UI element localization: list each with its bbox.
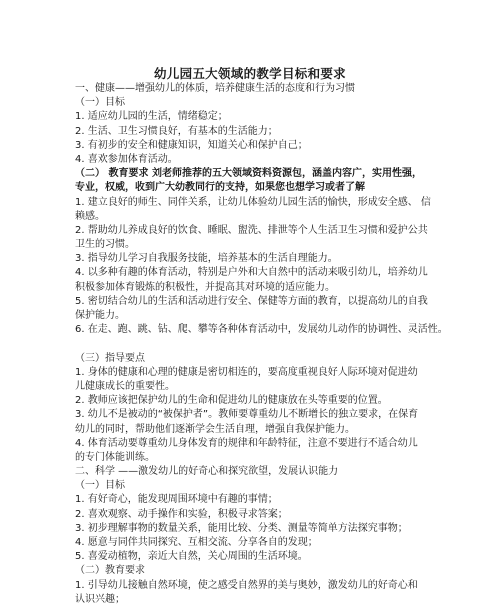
text-line: 的专门体能训练。 — [75, 451, 155, 463]
text-line: 4. 愿意与同伴共同探究、互相交流、分享各自的发现； — [75, 537, 318, 548]
text-line: 3. 指导幼儿学习自我服务技能，培养基本的生活自理能力。 — [75, 253, 338, 265]
text-line: 5. 喜爱动植物，亲近大自然，关心周围的生活环境。 — [75, 551, 308, 563]
text-line: 1. 有好奇心，能发现周围环境中有趣的事情； — [75, 494, 278, 506]
text-line: 保护能力。 — [75, 310, 125, 321]
text-line: 1. 适应幼儿园的生活，情绪稳定； — [75, 111, 228, 123]
text-line: 6. 在走、跑、跳、钻、爬、攀等各种体育活动中，发展幼儿动作的协调性、灵活性。 — [75, 324, 448, 336]
text-line: 4. 以多种有趣的体育活动，特别是户外和大自然中的活动来吸引幼儿，培养幼儿 — [75, 267, 428, 279]
text-line: 积极参加体育锻炼的积极性，并提高其对环境的适应能力。 — [75, 281, 335, 293]
text-line: 2. 教师应该把保护幼儿的生命和促进幼儿的健康放在头等重要的位置。 — [75, 395, 388, 407]
text-line: 2. 帮助幼儿养成良好的饮食、睡眠、盥洗、排泄等个人生活卫生习惯和爱护公共 — [75, 224, 428, 236]
text-line: 1. 引导幼儿接触自然环境，使之感受自然界的美与奥妙，激发幼儿的好奇心和 — [75, 579, 418, 591]
text-line: （二）教育要求 — [75, 565, 145, 577]
text-line: 认识兴趣； — [75, 593, 125, 605]
text-line: 赖感。 — [75, 210, 105, 222]
text-line: 1. 建立良好的师生、同伴关系，让幼儿体验幼儿园生活的愉快，形成安全感、 信 — [75, 196, 431, 208]
text-line: （三）指导要点 — [75, 352, 145, 364]
text-line: 5. 密切结合幼儿的生活和活动进行安全、保健等方面的教育，以提高幼儿的自我 — [75, 295, 428, 307]
text-line: 一、健康——增强幼儿的体质，培养健康生活的态度和行为习惯 — [75, 83, 355, 94]
text-line: 幼儿的同时，帮助他们逐渐学会生活自理，增强自我保护能力。 — [75, 423, 355, 435]
text-line: 3. 初步理解事物的数量关系，能用比较、分类、测量等简单方法探究事物； — [75, 522, 408, 534]
text-line: 二、科学 ——激发幼儿的好奇心和探究欲望，发展认识能力 — [75, 466, 339, 478]
text-line: 专业，权威，收到广大幼教同行的支持，如果您也想学习或者了解 — [75, 182, 365, 194]
text-line: 4. 喜欢参加体育活动。 — [75, 153, 178, 165]
text-line: 3. 幼儿不是被动的“被保护者”。教师要尊重幼儿不断增长的独立要求，在保育 — [75, 409, 419, 421]
document-title: 幼儿园五大领域的教学目标和要求 — [153, 66, 346, 81]
text-line: （一）目标 — [75, 97, 125, 109]
text-line: 2. 生活、卫生习惯良好，有基本的生活能力； — [75, 125, 278, 137]
document-body — [75, 82, 463, 607]
text-line: 儿健康成长的重要性。 — [75, 380, 175, 392]
text-line: 2. 喜欢观察、动手操作和实验，积极寻求答案； — [75, 508, 288, 520]
text-line: 3. 有初步的安全和健康知识，知道关心和保护自己； — [75, 139, 308, 151]
text-line: 1. 身体的健康和心理的健康是密切相连的，要高度重视良好人际环境对促进幼 — [75, 366, 418, 378]
text-line: 卫生的习惯。 — [75, 239, 135, 251]
blank-line — [75, 337, 463, 351]
text-line: （一）目标 — [75, 480, 125, 492]
text-line: （二） 教育要求 刘老师推荐的五大领域资料资源包，涵盖内容广，实用性强， — [75, 168, 422, 180]
text-line: 4. 体育活动要尊重幼儿身体发育的规律和年龄特征，注意不要进行不适合幼儿 — [75, 437, 418, 449]
